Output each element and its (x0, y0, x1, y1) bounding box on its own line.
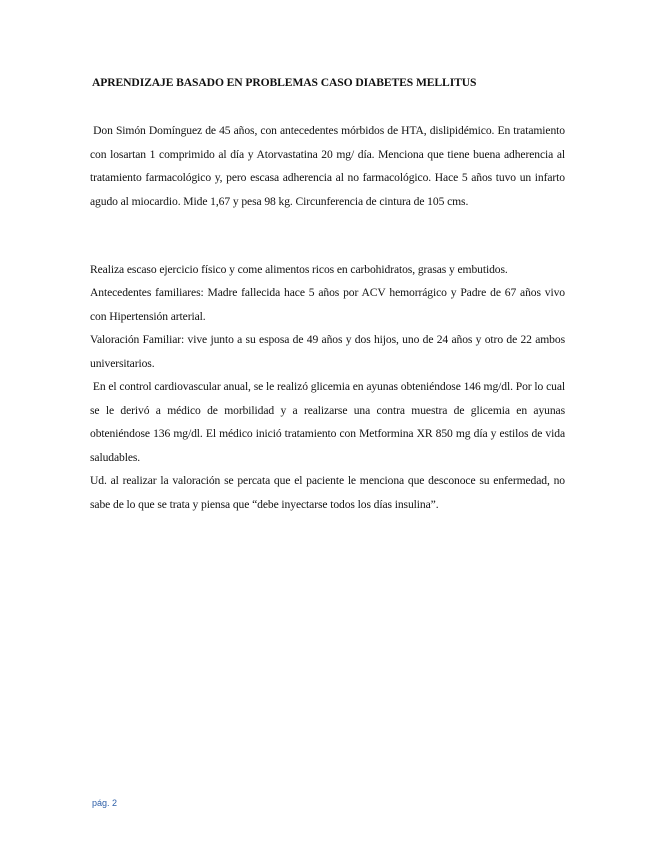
case-paragraph-glycemia-control: En el control cardiovascular anual, se le realizó glicemia en ayunas obteniéndose 146 mg/dl. Por lo cual se le derivó a médico de morbilidad y a realizarse una contra muestra de glicemia en ayunas obteniéndose 136 mg/dl. El médico inició tratamiento con Metformina XR 850 mg día y estilos de vida saludables. (90, 380, 565, 464)
document-title: APRENDIZAJE BASADO EN PROBLEMAS CASO DIABETES MELLITUS (92, 76, 477, 89)
case-paragraph-assessment-finding: Ud. al realizar la valoración se percata que el paciente le menciona que desconoce su enfermedad, no sabe de lo que se trata y piensa que “debe inyectarse todos los días insulina”. (90, 474, 565, 511)
case-paragraph-family-history: Antecedentes familiares: Madre fallecida hace 5 años por ACV hemorrágico y Padre de 67 años vivo con Hipertensión arterial. (90, 286, 565, 323)
case-paragraph-patient-history: Don Simón Domínguez de 45 años, con antecedentes mórbidos de HTA, dislipidémico. En tratamiento con losartan 1 comprimido al día y Atorvastatina 20 mg/ día. Menciona que tiene buena adherencia al tratamiento farmacológico y, pero escasa adherencia al no farmacológico. Hace 5 años tuvo un infarto agudo al miocardio. Mide 1,67 y pesa 98 kg. Circunferencia de cintura de 105 cms. (90, 124, 565, 208)
case-paragraph-lifestyle: Realiza escaso ejercicio físico y come alimentos ricos en carbohidratos, grasas y embutidos. (90, 263, 508, 276)
case-paragraph-family-assessment: Valoración Familiar: vive junto a su esposa de 49 años y dos hijos, uno de 24 años y otro de 22 ambos universitarios. (90, 333, 565, 370)
page-number: pág. 2 (92, 798, 118, 808)
